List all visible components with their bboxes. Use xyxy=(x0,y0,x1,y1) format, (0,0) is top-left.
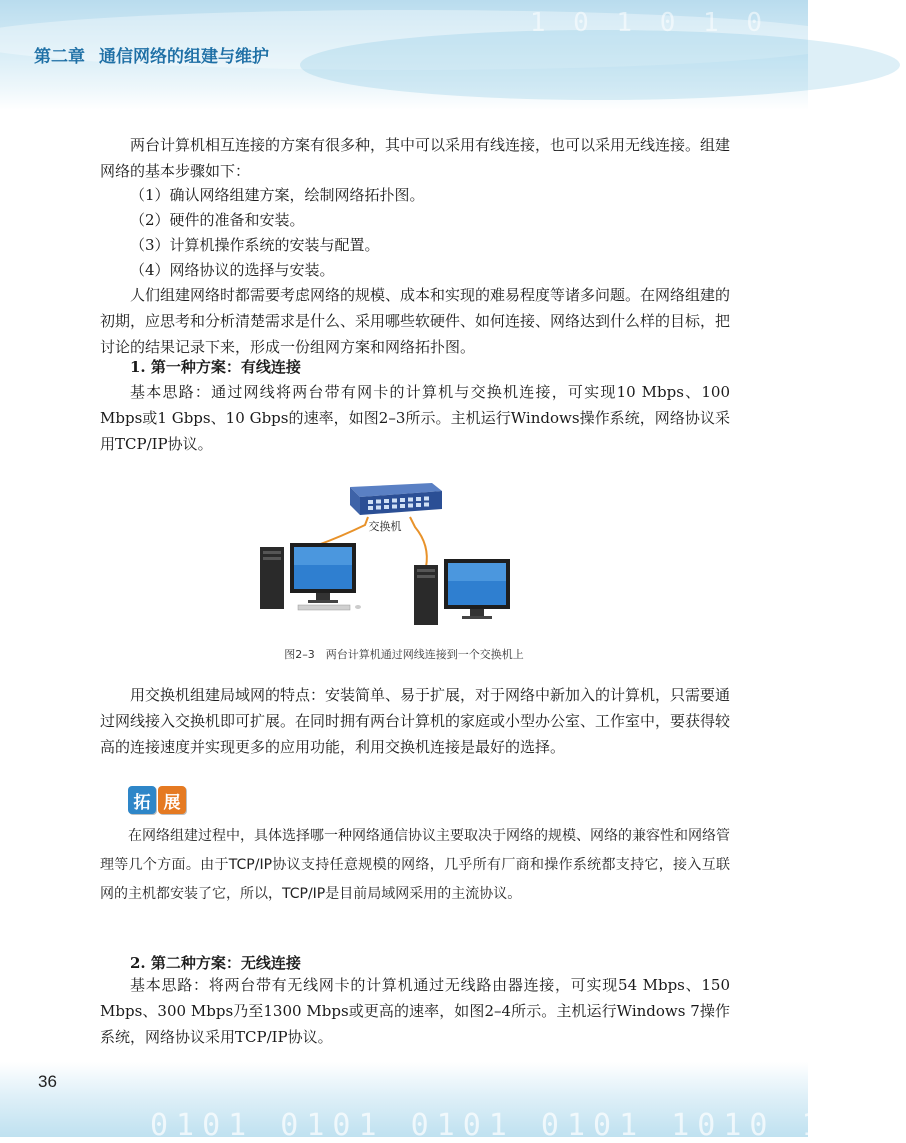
extension-badge-char-1: 拓 xyxy=(128,786,156,814)
binary-decoration-bottom: 0101 0101 0101 0101 1010 1010 xyxy=(150,1108,906,1143)
network-cable xyxy=(410,517,427,567)
section1-body: 基本思路：通过网线将两台带有网卡的计算机与交换机连接，可实现10 Mbps、100 Mbps或1 Gbps、10 Gbps的速率，如图2–3所示。主机运行Windows操作系统，网络协议采用TCP/IP协议。 xyxy=(100,383,730,453)
computer-left-icon xyxy=(260,543,361,610)
section2-heading: 2. 第二种方案：无线连接 xyxy=(130,954,301,972)
chapter-header xyxy=(34,42,269,67)
footer-band xyxy=(0,1062,906,1143)
step-item: （4）网络协议的选择与安装。 xyxy=(130,261,335,279)
chapter-number: 第二章 xyxy=(34,47,85,67)
extension-badge xyxy=(128,786,188,818)
section2-body: 基本思路：将两台带有无线网卡的计算机通过无线路由器连接，可实现54 Mbps、150 Mbps、300 Mbps乃至1300 Mbps或更高的速率，如图2–4所示。主机运行Windows 7操作系统，网络协议采用TCP/IP协议。 xyxy=(100,976,730,1046)
switch-paragraph: 用交换机组建局域网的特点：安装简单、易于扩展，对于网络中新加入的计算机，只需要通过网线接入交换机即可扩展。在同时拥有两台计算机的家庭或小型办公室、工作室中，要获得较高的连接速度并实现更多的应用功能，利用交换机连接是最好的选择。 xyxy=(100,686,731,756)
extension-badge-char-2: 展 xyxy=(158,786,186,814)
network-diagram-figure xyxy=(250,475,570,620)
header-wave-decoration-2 xyxy=(300,30,900,100)
binary-decoration-top: 1 0 1 0 1 0 xyxy=(529,8,768,38)
computer-right-icon xyxy=(414,559,510,625)
chapter-title: 通信网络的组建与维护 xyxy=(99,47,269,67)
step-item: （2）硬件的准备和安装。 xyxy=(130,211,305,229)
step-item: （1）确认网络组建方案，绘制网络拓扑图。 xyxy=(130,186,425,204)
network-cable xyxy=(318,517,368,545)
considerations-paragraph: 人们组建网络时都需要考虑网络的规模、成本和实现的难易程度等诸多问题。在网络组建的初期，应思考和分析清楚需求是什么、采用哪些软硬件、如何连接、网络达到什么样的目标，把讨论的结果记录下来，形成一份组网方案和网络拓扑图。 xyxy=(100,286,731,356)
extension-text: 在网络组建过程中，具体选择哪一种网络通信协议主要取决于网络的规模、网络的兼容性和网络管理等几个方面。由于TCP/IP协议支持任意规模的网络，几乎所有厂商和操作系统都支持它，接入互联网的主机都安装了它，所以，TCP/IP是目前局域网采用的主流协议。 xyxy=(100,828,730,902)
figure-caption: 图2–3 两台计算机通过网线连接到一个交换机上 xyxy=(284,648,524,661)
intro-paragraph: 两台计算机相互连接的方案有很多种，其中可以采用有线连接，也可以采用无线连接。组建网络的基本步骤如下： xyxy=(100,136,731,180)
section1-heading: 1. 第一种方案：有线连接 xyxy=(130,358,301,376)
switch-label: 交换机 xyxy=(368,520,402,533)
page-number: 36 xyxy=(38,1072,57,1091)
step-item: （3）计算机操作系统的安装与配置。 xyxy=(130,236,380,254)
switch-icon xyxy=(350,483,442,515)
